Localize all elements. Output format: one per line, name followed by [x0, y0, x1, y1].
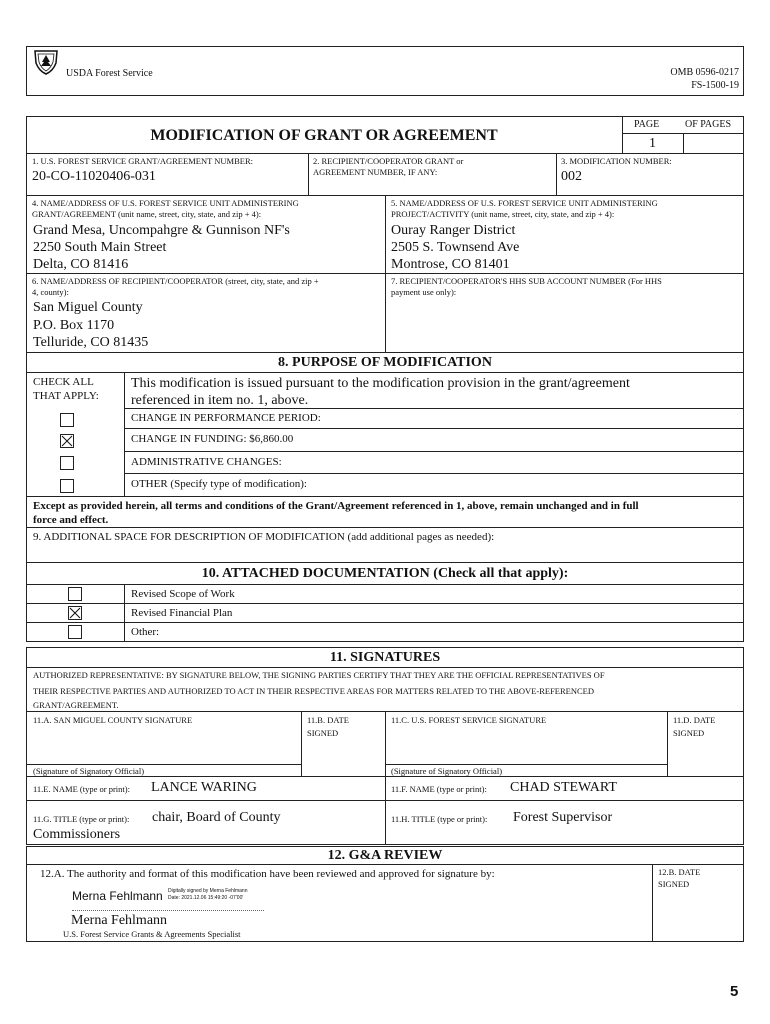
- option-other-label: OTHER (Specify type of modification):: [131, 478, 307, 490]
- field5-label-2: PROJECT/ACTIVITY (unit name, street, city, state, and zip + 4):: [391, 209, 615, 219]
- attach-other-checkbox[interactable]: [68, 625, 82, 639]
- fs-signer-title: Forest Supervisor: [513, 810, 613, 825]
- county-signer-title-2: Commissioners: [33, 827, 121, 842]
- recipient-line3: Telluride, CO 81435: [33, 335, 149, 350]
- review-heading: 12. G&A REVIEW: [327, 848, 443, 863]
- field2-label-2: AGREEMENT NUMBER, IF ANY:: [313, 167, 438, 177]
- field6-label-1: 6. NAME/ADDRESS OF RECIPIENT/COOPERATOR (street, city, state, and zip +: [32, 276, 319, 286]
- auth-rep-line3: GRANT/AGREEMENT.: [33, 700, 119, 710]
- option-funding-label: CHANGE IN FUNDING: $6,860.00: [131, 433, 294, 445]
- fs-unit-project-line2: 2505 S. Townsend Ave: [391, 240, 520, 255]
- check-all-label-1: CHECK ALL: [33, 376, 94, 388]
- option-performance-checkbox[interactable]: [60, 413, 74, 427]
- purpose-heading: 8. PURPOSE OF MODIFICATION: [278, 355, 492, 370]
- page-number: 5: [730, 983, 739, 1000]
- field7-label-1: 7. RECIPIENT/COOPERATOR'S HHS SUB ACCOUNT NUMBER (For HHS: [391, 276, 662, 286]
- usda-shield-logo: [32, 49, 60, 80]
- field5-label-1: 5. NAME/ADDRESS OF U.S. FOREST SERVICE UNIT ADMINISTERING: [391, 198, 658, 208]
- field6-label-2: 4, county):: [32, 287, 69, 297]
- fs-unit-project-line1: Ouray Ranger District: [391, 223, 516, 238]
- purpose-statement-1: This modification is issued pursuant to the modification provision in the grant/agreement: [131, 376, 630, 391]
- sig-official-right: (Signature of Signatory Official): [391, 766, 503, 776]
- attach-scope-checkbox[interactable]: [68, 587, 82, 601]
- auth-rep-line1: AUTHORIZED REPRESENTATIVE: BY SIGNATURE BELOW, THE SIGNING PARTIES CERTIFY THAT THEY ARE THE OFFICIAL REPRESENTATIVES OF: [33, 670, 605, 680]
- fs-unit-admin-line3: Delta, CO 81416: [33, 257, 129, 272]
- page-value: 1: [649, 136, 656, 151]
- sig-a-label: 11.A. SAN MIGUEL COUNTY SIGNATURE: [33, 715, 193, 725]
- signatures-heading: 11. SIGNATURES: [329, 650, 441, 665]
- digital-signature-info-1: Digitally signed by Merna Fehlmann: [168, 888, 248, 894]
- sig-f-label: 11.F. NAME (type or print):: [391, 784, 487, 794]
- review-b-label-1: 12.B. DATE: [658, 867, 701, 877]
- digital-signature-info-2: Date: 2021.12.06 15:49:20 -07'00': [168, 895, 244, 901]
- digital-signature-name: Merna Fehlmann: [72, 889, 163, 903]
- sig-official-left: (Signature of Signatory Official): [33, 766, 145, 776]
- signature-line: [72, 910, 264, 911]
- modification-number: 002: [561, 169, 582, 184]
- fs-unit-project-line3: Montrose, CO 81401: [391, 257, 510, 272]
- recipient-line1: San Miguel County: [33, 300, 143, 315]
- field7-label-2: payment use only):: [391, 287, 457, 297]
- fs-signer-name: CHAD STEWART: [510, 780, 617, 795]
- omb-number: OMB 0596-0217: [670, 67, 739, 78]
- fs-signature-field[interactable]: [386, 730, 666, 763]
- field3-label: 3. MODIFICATION NUMBER:: [561, 156, 672, 166]
- sig-b-label-1: 11.B. DATE: [307, 715, 349, 725]
- field2-label-1: 2. RECIPIENT/COOPERATOR GRANT or: [313, 156, 464, 166]
- attached-heading: 10. ATTACHED DOCUMENTATION (Check all that apply):: [201, 566, 569, 581]
- agency-name: USDA Forest Service: [66, 68, 153, 79]
- reviewer-name: Merna Fehlmann: [71, 913, 168, 928]
- fs-unit-admin-line2: 2250 South Main Street: [33, 240, 167, 255]
- sig-h-label: 11.H. TITLE (type or print):: [391, 814, 488, 824]
- recipient-line2: P.O. Box 1170: [33, 318, 115, 333]
- purpose-statement-2: referenced in item no. 1, above.: [131, 393, 309, 408]
- option-admin-checkbox[interactable]: [60, 456, 74, 470]
- of-pages-label: OF PAGES: [685, 119, 732, 130]
- county-signer-title-1: chair, Board of County: [152, 810, 281, 825]
- except-clause-2: force and effect.: [33, 514, 109, 526]
- option-admin-label: ADMINISTRATIVE CHANGES:: [131, 456, 282, 468]
- checkbox-x-mark-icon: [61, 435, 73, 447]
- check-all-label-2: THAT APPLY:: [33, 390, 99, 402]
- grant-number: 20-CO-11020406-031: [32, 169, 156, 184]
- sig-d-label-1: 11.D. DATE: [673, 715, 716, 725]
- field4-label-2: GRANT/AGREEMENT (unit name, street, city, state, and zip + 4):: [32, 209, 262, 219]
- form-number: FS-1500-19: [691, 80, 739, 91]
- attach-financial-checkbox[interactable]: [68, 606, 82, 620]
- page-label: PAGE: [634, 119, 660, 130]
- county-signer-name: LANCE WARING: [151, 780, 257, 795]
- checkbox-x-mark-icon: [69, 607, 81, 619]
- sig-g-label: 11.G. TITLE (type or print):: [33, 814, 130, 824]
- fs-unit-admin-line1: Grand Mesa, Uncompahgre & Gunnison NF's: [33, 223, 290, 238]
- option-other-checkbox[interactable]: [60, 479, 74, 493]
- sig-d-label-2: SIGNED: [673, 728, 705, 738]
- item9-label: 9. ADDITIONAL SPACE FOR DESCRIPTION OF MODIFICATION (add additional pages as needed):: [33, 531, 495, 543]
- field4-label-1: 4. NAME/ADDRESS OF U.S. FOREST SERVICE UNIT ADMINISTERING: [32, 198, 299, 208]
- sig-e-label: 11.E. NAME (type or print):: [33, 784, 130, 794]
- attach-scope-label: Revised Scope of Work: [131, 588, 235, 600]
- review-a-label: 12.A. The authority and format of this modification have been reviewed and approved for signature by:: [40, 868, 495, 880]
- except-clause-1: Except as provided herein, all terms and conditions of the Grant/Agreement referenced in 1, above, remain unchanged and in full: [33, 500, 639, 512]
- form-title: MODIFICATION OF GRANT OR AGREEMENT: [150, 127, 498, 144]
- option-funding-checkbox[interactable]: [60, 434, 74, 448]
- auth-rep-line2: THEIR RESPECTIVE PARTIES AND AUTHORIZED TO ACT IN THEIR RESPECTIVE AREAS FOR MATTERS RELATED TO THE ABOVE-REFERENCED: [33, 686, 594, 696]
- sig-b-label-2: SIGNED: [307, 728, 339, 738]
- review-b-label-2: SIGNED: [658, 879, 690, 889]
- sig-c-label: 11.C. U.S. FOREST SERVICE SIGNATURE: [391, 715, 547, 725]
- option-performance-label: CHANGE IN PERFORMANCE PERIOD:: [131, 412, 321, 424]
- field1-label: 1. U.S. FOREST SERVICE GRANT/AGREEMENT NUMBER:: [32, 156, 253, 166]
- attach-financial-label: Revised Financial Plan: [131, 607, 233, 619]
- reviewer-role: U.S. Forest Service Grants & Agreements Specialist: [63, 929, 241, 939]
- attach-other-label: Other:: [131, 626, 160, 638]
- digital-signature: [72, 888, 272, 912]
- county-signature-field[interactable]: [27, 730, 300, 763]
